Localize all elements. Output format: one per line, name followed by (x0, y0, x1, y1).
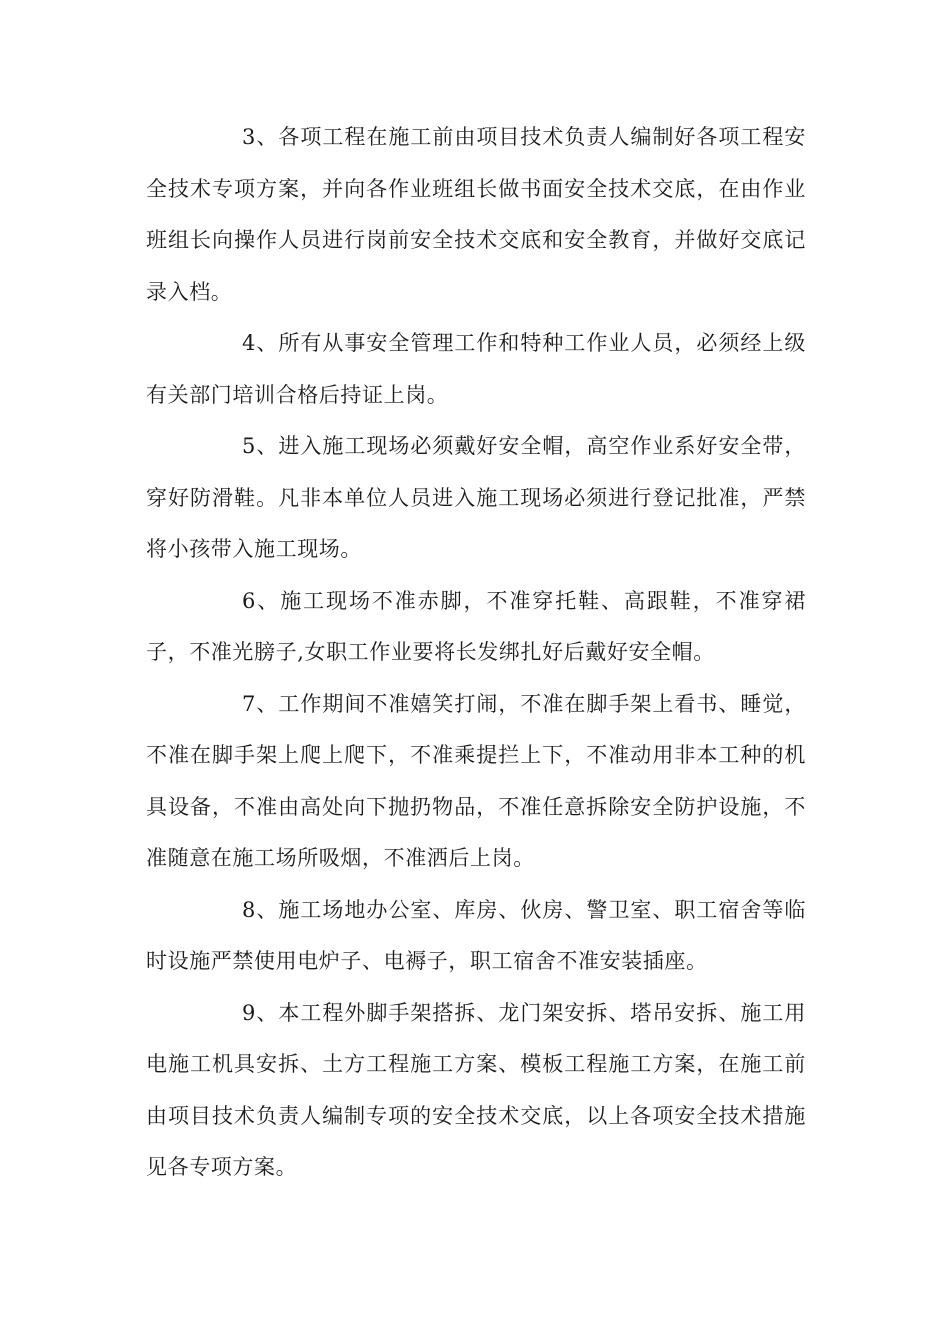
paragraph-7: 7、工作期间不准嬉笑打闹，不准在脚手架上看书、睡觉，不准在脚手架上爬上爬下，不准乘提拦上下，不准动用非本工种的机具设备，不准由高处向下抛扔物品，不准任意拆除安全防护设施，不准随意在施工场所吸烟，不准洒后上岗。 (146, 691, 806, 870)
paragraph-4: 4、所有从事安全管理工作和特种工作业人员，必须经上级有关部门培训合格后持证上岗。 (146, 331, 806, 407)
paragraph-3: 3、各项工程在施工前由项目技术负责人编制好各项工程安全技术专项方案，并向各作业班组长做书面安全技术交底，在由作业班组长向操作人员进行岗前安全技术交底和安全教育，并做好交底记录入档。 (146, 125, 806, 304)
paragraph-8: 8、施工场地办公室、库房、伙房、警卫室、职工宿舍等临时设施严禁使用电炉子、电褥子，职工宿舍不准安装插座。 (146, 897, 806, 973)
paragraph-9: 9、本工程外脚手架搭拆、龙门架安拆、塔吊安拆、施工用电施工机具安拆、土方工程施工方案、模板工程施工方案，在施工前由项目技术负责人编制专项的安全技术交底，以上各项安全技术措施见各专项方案。 (146, 1000, 806, 1179)
paragraph-6: 6、施工现场不准赤脚，不准穿托鞋、高跟鞋，不准穿裙子，不准光膀子,女职工作业要将长发绑扎好后戴好安全帽。 (146, 588, 806, 664)
document-body (146, 112, 806, 1194)
paragraph-5: 5、进入施工现场必须戴好安全帽，高空作业系好安全带，穿好防滑鞋。凡非本单位人员进入施工现场必须进行登记批准，严禁将小孩带入施工现场。 (146, 434, 806, 561)
